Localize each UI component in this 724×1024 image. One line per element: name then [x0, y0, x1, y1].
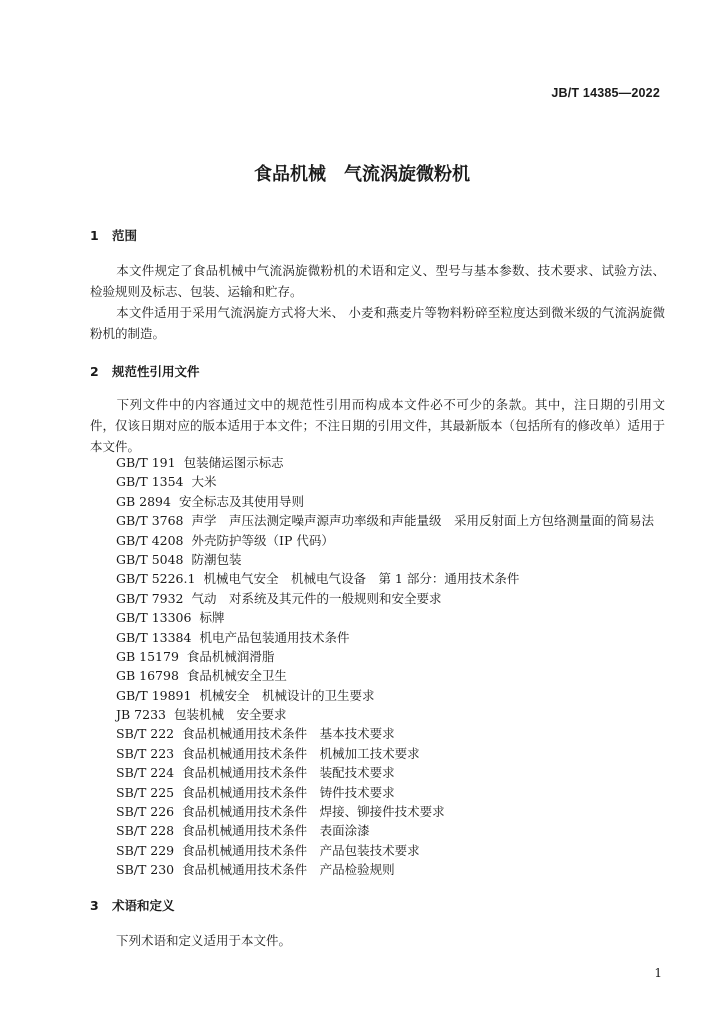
reference-item [116, 589, 654, 608]
section-number: 3 [90, 898, 99, 913]
section-number: 1 [90, 228, 99, 243]
reference-item [116, 628, 654, 647]
reference-title: 气动 对系统及其元件的一般规则和安全要求 [191, 590, 442, 606]
reference-item [116, 763, 654, 782]
page-number: 1 [654, 966, 662, 980]
reference-code: SB/T 225 [116, 784, 175, 800]
reference-item [116, 550, 654, 569]
section-number: 2 [90, 364, 99, 379]
terms-intro-paragraph [90, 930, 665, 951]
reference-code: GB 2894 [116, 493, 171, 509]
reference-item [116, 666, 654, 685]
normative-intro-text: 下列文件中的内容通过文中的规范性引用而构成本文件必不可少的条款。其中，注日期的引用文件，仅该日期对应的版本适用于本文件；不注日期的引用文件，其最新版本（包括所有的修改单）适用于本文件。 [90, 397, 666, 454]
reference-item [116, 783, 654, 802]
section-heading-normative-references [90, 362, 200, 380]
reference-title: 食品机械通用技术条件 表面涂漆 [182, 823, 370, 839]
section-title: 规范性引用文件 [112, 364, 200, 379]
reference-title: 包装机械 安全要求 [173, 707, 287, 723]
reference-code: GB/T 3768 [116, 513, 184, 529]
reference-item [116, 608, 654, 627]
reference-code: GB/T 19891 [116, 687, 192, 703]
reference-item [116, 705, 654, 724]
reference-title: 食品机械通用技术条件 铸件技术要求 [182, 784, 395, 800]
reference-title: 标牌 [199, 610, 225, 626]
document-title: 食品机械 气流涡旋微粉机 [254, 164, 470, 185]
reference-item [116, 744, 654, 763]
reference-code: GB/T 5226.1 [116, 571, 196, 587]
reference-title: 包装储运图示标志 [183, 455, 284, 470]
reference-code: GB/T 5048 [116, 551, 184, 567]
reference-code: GB 16798 [116, 668, 179, 684]
reference-title: 安全标志及其使用导则 [178, 493, 304, 509]
reference-item [116, 511, 654, 530]
reference-title: 食品机械通用技术条件 装配技术要求 [182, 765, 395, 781]
reference-code: GB/T 4208 [116, 532, 184, 548]
reference-title: 食品机械通用技术条件 焊接、铆接件技术要求 [182, 804, 445, 820]
reference-item [116, 841, 654, 860]
reference-item [116, 453, 654, 472]
section-heading-terms [90, 896, 175, 914]
reference-code: SB/T 228 [116, 823, 175, 839]
scope-text-2: 本文件适用于采用气流涡旋方式将大米、 小麦和燕麦片等物料粉碎至粒度达到微米级的气流涡旋微粉机的制造。 [90, 305, 665, 341]
reference-code: SB/T 230 [116, 862, 175, 878]
reference-title: 食品机械通用技术条件 产品包装技术要求 [182, 842, 420, 858]
reference-code: GB/T 1354 [116, 474, 184, 490]
reference-code: GB/T 191 [116, 455, 176, 470]
reference-list [116, 453, 654, 880]
reference-title: 防潮包装 [191, 551, 242, 567]
reference-title: 声学 声压法测定噪声源声功率级和声能量级 采用反射面上方包络测量面的简易法 [191, 513, 655, 529]
reference-item [116, 569, 654, 588]
reference-code: GB 15179 [116, 648, 179, 664]
reference-title: 食品机械通用技术条件 基本技术要求 [182, 726, 395, 742]
reference-title: 机械电气安全 机械电气设备 第 1 部分：通用技术条件 [203, 571, 520, 587]
reference-code: SB/T 229 [116, 842, 175, 858]
standard-code: JB/T 14385—2022 [551, 86, 660, 100]
reference-item [116, 860, 654, 879]
reference-code: SB/T 224 [116, 765, 175, 781]
reference-item [116, 802, 654, 821]
reference-item [116, 647, 654, 666]
reference-item [116, 492, 654, 511]
reference-title: 食品机械安全卫生 [186, 668, 287, 684]
reference-title: 食品机械通用技术条件 机械加工技术要求 [182, 745, 420, 761]
reference-code: SB/T 226 [116, 804, 175, 820]
section-title: 范围 [112, 228, 138, 243]
reference-code: SB/T 222 [116, 726, 175, 742]
reference-title: 机电产品包装通用技术条件 [199, 629, 350, 645]
reference-title: 外壳防护等级（IP 代码） [191, 532, 334, 548]
reference-code: GB/T 7932 [116, 590, 184, 606]
reference-title: 大米 [191, 474, 217, 490]
reference-code: SB/T 223 [116, 745, 175, 761]
reference-code: GB/T 13306 [116, 610, 192, 626]
reference-item [116, 724, 654, 743]
reference-title: 食品机械通用技术条件 产品检验规则 [182, 862, 395, 878]
reference-title: 机械安全 机械设计的卫生要求 [199, 687, 375, 703]
scope-paragraph-1 [90, 260, 665, 302]
reference-item [116, 472, 654, 491]
section-heading-scope [90, 226, 137, 244]
normative-intro-paragraph [90, 394, 665, 457]
reference-title: 食品机械润滑脂 [186, 648, 275, 664]
scope-text-1: 本文件规定了食品机械中气流涡旋微粉机的术语和定义、型号与基本参数、技术要求、试验方法、检验规则及标志、包装、运输和贮存。 [90, 263, 665, 299]
reference-item [116, 821, 654, 840]
reference-code: JB 7233 [116, 707, 166, 723]
scope-paragraph-2 [90, 302, 665, 344]
section-title: 术语和定义 [112, 898, 175, 913]
reference-item [116, 686, 654, 705]
terms-intro-text: 下列术语和定义适用于本文件。 [116, 933, 292, 948]
reference-item [116, 531, 654, 550]
reference-code: GB/T 13384 [116, 629, 192, 645]
